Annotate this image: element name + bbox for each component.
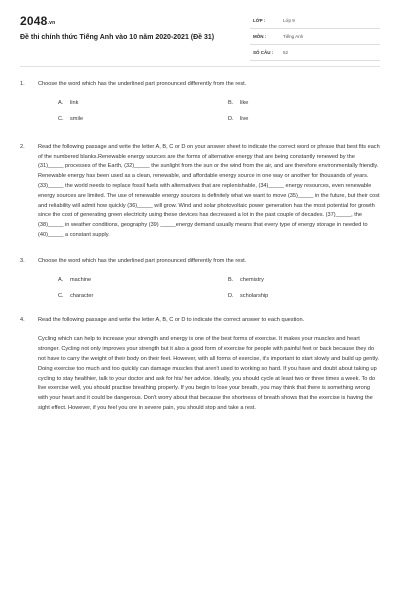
question-list — [0, 80, 400, 414]
option-a[interactable] — [58, 99, 78, 109]
logo-text: 2048 — [20, 14, 48, 28]
meta-key: MÔN : — [253, 34, 267, 39]
meta-key: LỚP : — [253, 18, 266, 23]
question-prompt: Choose the word which has the underlined part pronounced differently from the rest. — [38, 81, 247, 87]
meta-key: SỐ CÂU : — [253, 50, 274, 55]
reading-passage-wrap — [38, 335, 380, 413]
option-row — [58, 115, 380, 131]
logo-suffix: .vn — [47, 20, 56, 26]
option-d[interactable] — [228, 115, 248, 125]
option-row — [58, 276, 380, 292]
option-letter: A. — [58, 276, 64, 283]
option-text: scholarship — [240, 292, 269, 299]
cloze-passage: Read the following passage and write the letter A, B, C or D on your answer sheet to indicate the correct word or phrase that best fits each of the numbered blanks.Renewable energy sources are the forms of alternative energy that are being constantly renewed by the (31)_____ processes of the Earth, (32)_____ the sunlight from the sun or the wind from the air, and are therefore environmentally friendly. Renewable energy has been used as a clean, renewable, and affordable energy source in one way or another for thousands of years. (33)_____ the world needs to replace fossil fuels with alternatives that are replenishable, (34)_____ energy resources, even renewable energy sources are limited. The use of renewable energy sources is definitely what we want to move (35)_____ in the future, but their cost and reliability will admit how quickly (36)_____ will grow. Wind and solar photovoltaic power generation has the most potential for growth since the cost of generating green electricity using these devices has decreased a lot in the past couple of decades. (37)_____, the (38)_____ in weather conditions, geography (39) _____energy demand usually means that every type of energy storage in needed to (40)_____ a constant supply. — [38, 143, 380, 238]
meta-row-subject — [250, 29, 380, 45]
meta-row-class — [250, 13, 380, 29]
option-a[interactable] — [58, 276, 91, 286]
question-number: 3. — [20, 257, 25, 264]
option-b[interactable] — [228, 99, 248, 109]
option-b[interactable] — [228, 276, 264, 286]
option-text: link — [70, 99, 79, 106]
answer-options — [58, 99, 380, 131]
question-number: 4. — [20, 316, 25, 323]
option-letter: D. — [228, 115, 234, 122]
site-logo[interactable] — [20, 14, 55, 28]
question-1 — [20, 80, 380, 131]
meta-value: 52 — [283, 50, 289, 55]
question-number: 2. — [20, 143, 25, 150]
exam-meta-table — [250, 13, 380, 61]
option-letter: A. — [58, 99, 64, 106]
option-letter: C. — [58, 292, 64, 299]
option-text: chemistry — [240, 276, 264, 283]
question-2 — [20, 143, 380, 241]
option-letter: D. — [228, 292, 234, 299]
option-text: like — [240, 99, 249, 106]
option-letter: B. — [228, 276, 234, 283]
option-c[interactable] — [58, 292, 93, 302]
meta-value: Lớp 9 — [283, 18, 295, 23]
header-divider — [20, 66, 380, 67]
option-text: character — [70, 292, 94, 299]
reading-passage: Cycling which can help to increase your strength and energy is one of the best forms of exercise. It makes your muscles and heart stronger. Cycling not only improves your strength but it also a good form of exercise for people with painful feet or back because they do not have to carry the weight of their body on their feet. However, with all forms of exercise, it's important to start slowly and build up gently. Doing exercise too much and too quickly can damage muscles that aren't used to working so hard. If you have and doubt about taking up cycling to stay healthier, talk to your doctor and ask for his/ her advice. Ideally, you should cycle at least two or three times a week. To do live exercise well, you should practise breathing properly. If you begin to lose your breath, you may think that there is something wrong with your heart and it could be dangerous. Don't worry about that because the shortness of breath shows that the exercise is having the sight effect. However, if you feel you ore in severe pain, you should stop and take a rest. — [38, 336, 380, 411]
option-text: smile — [70, 115, 84, 122]
option-row — [58, 99, 380, 115]
question-3 — [20, 257, 380, 308]
meta-value: Tiếng Anh — [283, 34, 304, 39]
option-letter: B. — [228, 99, 234, 106]
page-header — [0, 0, 400, 60]
option-letter: C. — [58, 115, 64, 122]
option-c[interactable] — [58, 115, 83, 125]
option-text: live — [240, 115, 249, 122]
question-prompt: Read the following passage and write the letter A, B, C or D to indicate the correct answer to each question. — [38, 316, 305, 323]
question-4 — [20, 316, 380, 414]
question-prompt: Choose the word which has the underlined part pronounced differently from the rest. — [38, 257, 247, 264]
option-d[interactable] — [228, 292, 268, 302]
meta-row-count — [250, 45, 380, 61]
option-row — [58, 292, 380, 308]
option-text: machine — [70, 276, 92, 283]
answer-options — [58, 276, 380, 308]
exam-title: Đề thi chính thức Tiếng Anh vào 10 năm 2020-2021 (Đề 31) — [20, 34, 215, 41]
question-number: 1. — [20, 81, 25, 87]
